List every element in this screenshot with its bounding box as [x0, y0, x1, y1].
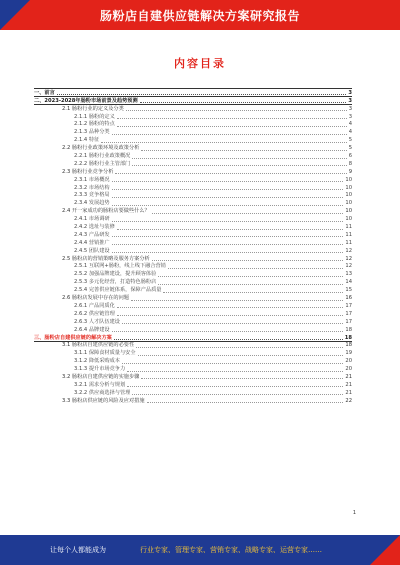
toc-entry-label: 2.5.3 多元化经营，打造特色肠粉店: [74, 279, 157, 286]
toc-entry[interactable]: [34, 255, 352, 263]
toc-leader-dots: [127, 386, 343, 387]
toc-leader-dots: [112, 181, 344, 182]
toc-leader-dots: [122, 323, 343, 324]
toc-entry[interactable]: [34, 302, 352, 310]
toc-entry-page: 10: [345, 184, 352, 191]
toc-entry[interactable]: [34, 168, 352, 176]
toc-leader-dots: [117, 229, 344, 230]
footer-slogan: 让每个人都能成为: [50, 546, 106, 554]
toc-entry-page: 10: [345, 192, 352, 199]
toc-leader-dots: [147, 402, 344, 403]
toc-entry-label: 3.3 肠粉店供应链的风险及应对措施: [62, 397, 145, 404]
toc-entry-page: 11: [345, 224, 352, 231]
toc-entry[interactable]: [34, 192, 352, 200]
toc-leader-dots: [112, 197, 344, 198]
toc-entry[interactable]: [34, 373, 352, 381]
toc-leader-dots: [141, 378, 343, 379]
toc-entry-page: 5: [348, 145, 352, 152]
toc-entry-page: 12: [345, 255, 352, 262]
toc-entry[interactable]: [34, 176, 352, 184]
toc-entry-label: 2.2.2 肠粉行业主管部门: [74, 160, 131, 167]
toc-entry[interactable]: [34, 294, 352, 302]
toc-entry-page: 22: [345, 397, 352, 404]
toc-entry-page: 4: [348, 129, 352, 136]
toc-leader-dots: [57, 94, 347, 95]
toc-entry-page: 10: [345, 176, 352, 183]
toc-entry-label: 3.1.3 提升市场竞争力: [74, 366, 126, 373]
toc-entry-page: 18: [344, 334, 352, 341]
toc-entry-page: 12: [345, 247, 352, 254]
toc-entry-page: 5: [348, 137, 352, 144]
toc-entry[interactable]: [34, 263, 352, 271]
toc-entry-page: 21: [345, 381, 352, 388]
toc-leader-dots: [117, 118, 347, 119]
toc-leader-dots: [132, 165, 346, 166]
toc-entry[interactable]: [34, 397, 352, 405]
toc-entry-label: 2.5 肠粉店的营销策略及服务方案分析: [62, 255, 150, 262]
toc-leader-dots: [152, 213, 344, 214]
toc-leader-dots: [117, 307, 344, 308]
toc-entry[interactable]: [34, 136, 352, 144]
toc-entry-label: 3.1.2 降低采购成本: [74, 358, 120, 365]
toc-entry-page: 10: [345, 216, 352, 223]
toc-entry-label: 2.3 肠粉行业竞争分析: [62, 168, 114, 175]
toc-entry-label: 2.4 开一家成功的肠粉店要做些什么？: [62, 208, 150, 215]
toc-entry-page: 10: [345, 200, 352, 207]
toc-entry[interactable]: [34, 105, 352, 113]
table-of-contents: [34, 88, 352, 405]
toc-entry-label: 2.6.2 供应链管理: [74, 310, 115, 317]
toc-entry-page: 3: [348, 97, 352, 104]
toc-entry[interactable]: [34, 326, 352, 334]
toc-entry-page: 3: [348, 89, 352, 96]
toc-entry-label: 2.1.2 肠粉的特点: [74, 121, 115, 128]
toc-entry-label: 2.6 肠粉店发展中存在的问题: [62, 295, 129, 302]
toc-entry-page: 17: [345, 310, 352, 317]
toc-entry-page: 6: [348, 153, 352, 160]
toc-entry-label: 2.6.3 人才队伍建设: [74, 318, 120, 325]
toc-entry[interactable]: [34, 160, 352, 168]
toc-entry-label: 3.1 肠粉店自建供应链的必要性: [62, 342, 135, 349]
toc-entry-page: 9: [348, 168, 352, 175]
toc-entry-page: 18: [345, 326, 352, 333]
toc-entry[interactable]: [34, 215, 352, 223]
toc-entry-label: 3.2.2 供应商选择与管理: [74, 389, 131, 396]
toc-leader-dots: [112, 189, 344, 190]
toc-leader-dots: [163, 292, 343, 293]
report-header-bar: [0, 0, 400, 30]
toc-entry-label: 2.4.2 选址与装修: [74, 224, 115, 231]
toc-entry-label: 2.4.3 产品研发: [74, 231, 110, 238]
toc-leader-dots: [138, 355, 344, 356]
toc-entry-label: 2.1.3 品种分类: [74, 129, 110, 136]
toc-entry-label: 2.4.5 团队建设: [74, 247, 110, 254]
toc-entry-page: 21: [345, 373, 352, 380]
toc-leader-dots: [112, 252, 344, 253]
toc-entry-page: 12: [345, 263, 352, 270]
toc-entry[interactable]: [34, 342, 352, 350]
toc-entry[interactable]: [34, 199, 352, 207]
page-number: 1: [352, 510, 356, 516]
toc-leader-dots: [131, 300, 343, 301]
toc-entry-label: 2.1.1 肠粉的定义: [74, 113, 115, 120]
toc-leader-dots: [140, 102, 347, 103]
toc-entry-label: 二、2023-2028年肠粉市场前景及趋势预测: [34, 97, 138, 104]
footer-roles: 行业专家、管理专家、营销专家、战略专家、运营专家……: [140, 546, 322, 554]
toc-entry-page: 3: [348, 105, 352, 112]
toc-entry-page: 19: [345, 350, 352, 357]
toc-leader-dots: [114, 339, 343, 340]
toc-leader-dots: [158, 284, 343, 285]
toc-leader-dots: [152, 260, 344, 261]
toc-entry-page: 17: [345, 318, 352, 325]
toc-entry-label: 2.3.3 竞争格局: [74, 192, 110, 199]
footer-corner-decoration: [370, 535, 400, 565]
toc-entry-label: 一、前言: [34, 89, 55, 96]
report-title: 肠粉店自建供应链解决方案研究报告: [99, 9, 300, 23]
toc-entry[interactable]: [34, 184, 352, 192]
toc-leader-dots: [127, 371, 343, 372]
toc-entry-label: 2.5.1 互联网+肠粉，线上线下融合营销: [74, 263, 166, 270]
toc-leader-dots: [112, 236, 344, 237]
toc-entry[interactable]: [34, 152, 352, 160]
toc-entry-page: 16: [345, 295, 352, 302]
toc-entry-label: 2.1 肠粉行业的定义及分类: [62, 105, 124, 112]
toc-entry[interactable]: [34, 223, 352, 231]
toc-leader-dots: [132, 394, 343, 395]
toc-entry-label: 2.6.1 产品同质化: [74, 302, 115, 309]
toc-leader-dots: [101, 142, 346, 143]
footer-bar: [0, 535, 400, 565]
toc-entry-label: 3.2.1 需求分析与规划: [74, 381, 126, 388]
toc-entry-page: 15: [345, 287, 352, 294]
toc-entry-label: 2.5.2 加强品牌建设，提升顾客体验: [74, 271, 157, 278]
toc-entry[interactable]: [34, 381, 352, 389]
toc-entry[interactable]: [34, 144, 352, 152]
toc-leader-dots: [122, 363, 343, 364]
toc-entry-label: 3.1.1 保障食材质量与安全: [74, 350, 136, 357]
toc-entry-label: 3.2 肠粉店自建供应链的实施步骤: [62, 373, 140, 380]
toc-entry-label: 2.2 肠粉行业政策环境及政策分析: [62, 145, 140, 152]
toc-entry-label: 2.3.2 市场结构: [74, 184, 110, 191]
toc-leader-dots: [112, 331, 344, 332]
toc-entry-page: 4: [348, 121, 352, 128]
toc-entry[interactable]: [34, 349, 352, 357]
toc-entry[interactable]: [34, 88, 352, 97]
toc-leader-dots: [112, 134, 347, 135]
toc-entry-page: 13: [345, 271, 352, 278]
toc-entry[interactable]: [34, 247, 352, 255]
toc-entry-label: 2.4.1 市场调研: [74, 216, 110, 223]
toc-entry[interactable]: [34, 239, 352, 247]
toc-leader-dots: [112, 244, 344, 245]
toc-entry[interactable]: [34, 389, 352, 397]
toc-leader-dots: [117, 315, 344, 316]
toc-entry-page: 8: [348, 160, 352, 167]
toc-heading: 内容目录: [174, 57, 226, 70]
toc-entry-label: 2.2.1 肠粉行业政策概况: [74, 153, 131, 160]
toc-entry-label: 三、肠粉店自建供应链的解决方案: [34, 334, 112, 341]
toc-entry[interactable]: [34, 310, 352, 318]
toc-entry-page: 20: [345, 358, 352, 365]
toc-entry[interactable]: [34, 270, 352, 278]
toc-entry[interactable]: [34, 286, 352, 294]
toc-entry-label: 2.6.4 品牌建设: [74, 326, 110, 333]
toc-entry[interactable]: [34, 207, 352, 215]
toc-leader-dots: [112, 205, 344, 206]
toc-entry[interactable]: [34, 113, 352, 121]
toc-leader-dots: [168, 268, 344, 269]
toc-leader-dots: [117, 126, 347, 127]
toc-entry-label: 2.4.4 营销推广: [74, 239, 110, 246]
toc-entry-label: 2.3.1 市场概况: [74, 176, 110, 183]
toc-leader-dots: [112, 221, 344, 222]
toc-entry-page: 20: [345, 366, 352, 373]
toc-entry-label: 2.3.4 发展趋势: [74, 200, 110, 207]
toc-entry[interactable]: [34, 318, 352, 326]
toc-entry-page: 3: [348, 113, 352, 120]
toc-entry[interactable]: [34, 278, 352, 286]
toc-leader-dots: [126, 110, 347, 111]
toc-entry[interactable]: [34, 365, 352, 373]
toc-entry-page: 17: [345, 302, 352, 309]
toc-entry[interactable]: [34, 357, 352, 365]
toc-entry[interactable]: [34, 334, 352, 342]
toc-entry-page: 10: [345, 208, 352, 215]
toc-leader-dots: [141, 150, 346, 151]
toc-entry-page: 21: [345, 389, 352, 396]
toc-entry[interactable]: [34, 97, 352, 105]
toc-entry-label: 2.5.4 完善供应链体系，保障产品质量: [74, 287, 162, 294]
toc-entry-page: 14: [345, 279, 352, 286]
toc-entry-page: 11: [345, 239, 352, 246]
toc-leader-dots: [158, 276, 343, 277]
toc-leader-dots: [136, 347, 343, 348]
toc-entry-label: 2.1.4 特征: [74, 137, 100, 144]
toc-leader-dots: [115, 173, 346, 174]
toc-entry[interactable]: [34, 231, 352, 239]
toc-entry[interactable]: [34, 128, 352, 136]
toc-entry[interactable]: [34, 121, 352, 129]
toc-entry-page: 11: [345, 231, 352, 238]
toc-entry-page: 18: [345, 342, 352, 349]
toc-leader-dots: [132, 158, 346, 159]
